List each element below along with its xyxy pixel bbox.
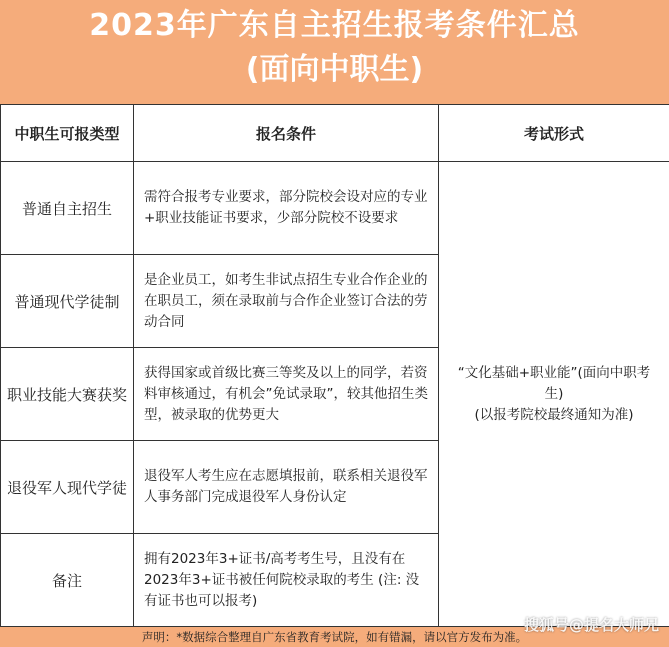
row-condition: 需符合报考专业要求，部分院校会设对应的专业+职业技能证书要求，少部分院校不设要求 xyxy=(134,162,439,255)
disclaimer-footer: 声明：*数据综合整理自广东省教育考试院，如有错漏，请以官方发布为准。 xyxy=(0,627,669,647)
page-title: 2023年广东自主招生报考条件汇总 xyxy=(89,8,580,43)
row-condition: 是企业员工，如考生非试点招生专业合作企业的在职员工，须在录取前与合作企业签订合法的劳动合同 xyxy=(134,255,439,348)
row-condition: 获得国家或首级比赛三等奖及以上的同学，若资料审核通过，有机会”免试录取”，较其他招生类型，被录取的优势更大 xyxy=(134,348,439,441)
page-subtitle: (面向中职生) xyxy=(245,52,424,87)
exam-format-text: “文化基础+职业能”(面向中职考生) xyxy=(457,364,651,402)
table-row xyxy=(1,162,669,255)
column-header-condition: 报名条件 xyxy=(134,105,439,162)
row-type: 普通自主招生 xyxy=(1,162,134,255)
row-type: 普通现代学徒制 xyxy=(1,255,134,348)
row-condition: 退役军人考生应在志愿填报前，联系相关退役军人事务部门完成退役军人身份认定 xyxy=(134,441,439,534)
table-header-row xyxy=(1,105,669,162)
exam-format-note: (以报考院校最终通知为准) xyxy=(474,406,634,423)
conditions-table xyxy=(0,104,669,627)
row-type: 备注 xyxy=(1,534,134,627)
column-header-type: 中职生可报类型 xyxy=(1,105,134,162)
column-header-exam: 考试形式 xyxy=(439,105,669,162)
exam-format-cell xyxy=(439,162,669,627)
watermark: 搜狐号@提名大师兄 xyxy=(523,616,659,634)
page-header xyxy=(0,0,669,104)
row-type: 退役军人现代学徒 xyxy=(1,441,134,534)
row-type: 职业技能大赛获奖 xyxy=(1,348,134,441)
row-condition: 拥有2023年3+证书/高考考生号，且没有在2023年3+证书被任何院校录取的考生 (注: 没有证书也可以报考) xyxy=(134,534,439,627)
